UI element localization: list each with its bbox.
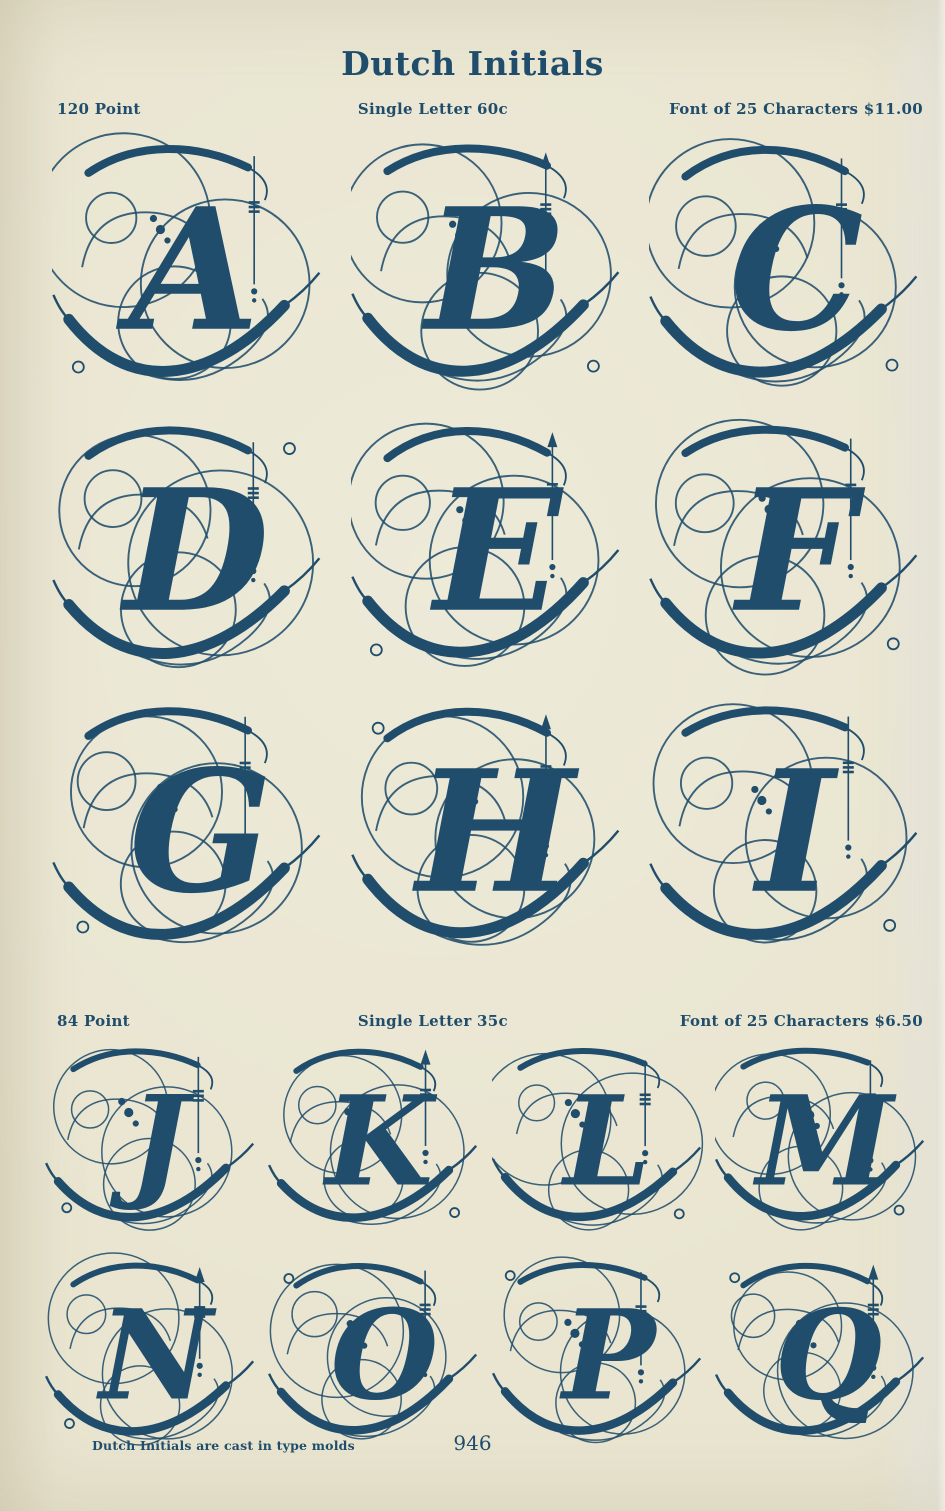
initial-letter-h [351, 693, 631, 965]
svg-text:I: I [756, 732, 835, 931]
ornamental-initial-art [649, 412, 929, 684]
ornamental-initial-art [351, 693, 631, 965]
ornamental-initial-art [649, 131, 929, 403]
ornamental-initial-art [268, 1038, 486, 1240]
svg-text:J: J [129, 1069, 188, 1215]
font-price-84pt: Font of 25 Characters $6.50 [679, 1012, 923, 1030]
initial-letter-d [52, 412, 332, 684]
svg-text:M: M [756, 1069, 894, 1215]
svg-text:K: K [325, 1069, 434, 1215]
page-number: 946 [453, 1431, 492, 1455]
svg-text:C: C [729, 170, 864, 369]
size-label-84pt: 84 Point [57, 1012, 130, 1030]
svg-text:F: F [736, 451, 856, 650]
initial-letter-c [649, 131, 929, 403]
page-edge [937, 0, 945, 1511]
font-price-120pt: Font of 25 Characters $11.00 [669, 100, 923, 118]
ornamental-initial-art [45, 1038, 263, 1240]
initial-letter-n [45, 1252, 263, 1454]
ornamental-initial-art [351, 131, 631, 403]
footnote: Dutch Initials are cast in type molds [92, 1438, 355, 1453]
svg-text:B: B [424, 170, 567, 369]
initials-row [52, 126, 929, 407]
initial-letter-i [649, 693, 929, 965]
svg-text:N: N [99, 1283, 213, 1429]
initial-letter-o [268, 1252, 486, 1454]
initial-letter-p [492, 1252, 710, 1454]
svg-text:P: P [561, 1283, 656, 1429]
single-letter-price-120pt: Single Letter 60c [357, 100, 508, 118]
initial-letter-f [649, 412, 929, 684]
initials-row [52, 407, 929, 688]
initial-letter-a [52, 131, 332, 403]
initials-row [45, 1032, 933, 1246]
ornamental-initial-art [52, 131, 332, 403]
svg-text:H: H [415, 732, 575, 931]
ornamental-initial-art [715, 1252, 933, 1454]
ornamental-initial-art [351, 412, 631, 684]
initial-letter-b [351, 131, 631, 403]
ornamental-initial-art [52, 412, 332, 684]
ornamental-initial-art [492, 1252, 710, 1454]
initial-letter-l [492, 1038, 710, 1240]
initials-row [52, 688, 929, 969]
svg-text:L: L [563, 1069, 651, 1215]
ornamental-initial-art [492, 1038, 710, 1240]
ornamental-initial-art [649, 693, 929, 965]
svg-text:G: G [128, 732, 273, 931]
initial-letter-q [715, 1252, 933, 1454]
initial-letter-m [715, 1038, 933, 1240]
initial-letter-g [52, 693, 332, 965]
section-header-84pt [57, 1012, 923, 1030]
svg-text:D: D [123, 451, 270, 650]
initial-letter-k [268, 1038, 486, 1240]
ornamental-initial-art [45, 1252, 263, 1454]
initial-letter-e [351, 412, 631, 684]
size-label-120pt: 120 Point [57, 100, 141, 118]
initials-grid-120pt [52, 126, 929, 969]
svg-text:Q: Q [774, 1283, 883, 1429]
initial-letter-j [45, 1038, 263, 1240]
ornamental-initial-art [715, 1038, 933, 1240]
page-title: Dutch Initials [341, 44, 604, 83]
initials-row [45, 1246, 933, 1460]
svg-text:A: A [129, 170, 260, 369]
ornamental-initial-art [52, 693, 332, 965]
single-letter-price-84pt: Single Letter 35c [357, 1012, 508, 1030]
svg-text:O: O [330, 1283, 439, 1429]
section-header-120pt [57, 100, 923, 118]
initials-grid-84pt [45, 1032, 933, 1460]
ornamental-initial-art [268, 1252, 486, 1454]
svg-text:E: E [433, 451, 562, 650]
